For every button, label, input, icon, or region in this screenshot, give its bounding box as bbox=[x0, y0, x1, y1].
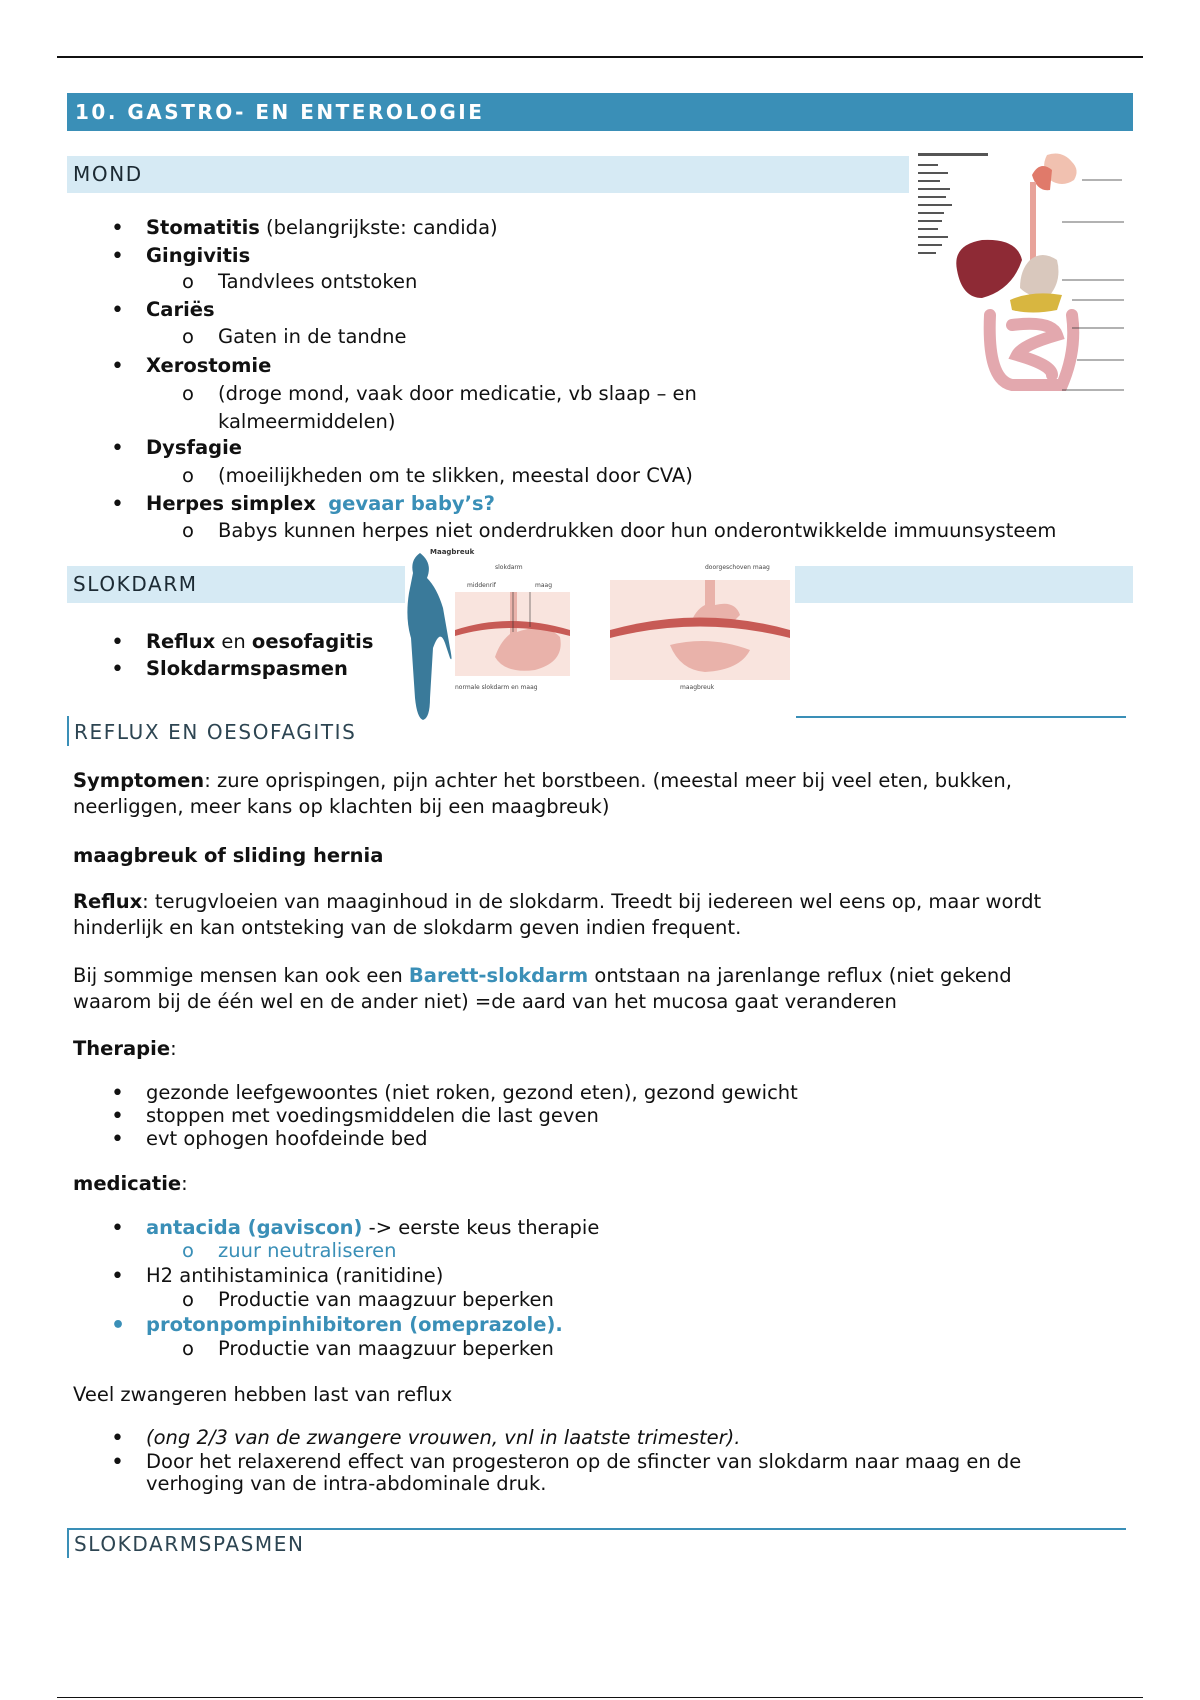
symptomen-paragraph: Symptomen: zure oprispingen, pijn achter het borstbeen. (meestal meer bij veel eten, bukken, neerliggen, meer kans op klachten bij een maagbreuk) bbox=[73, 769, 1012, 818]
sub-item-dysfagie: o (moeilijkheden om te slikken, meestal door CVA) bbox=[218, 464, 693, 487]
maagbreuk-title: Maagbreuk bbox=[430, 548, 475, 556]
therapie-item: • stoppen met voedingsmiddelen die last geven bbox=[146, 1104, 599, 1127]
label-maag: maag bbox=[535, 582, 553, 589]
medicatie-heading: medicatie: bbox=[73, 1172, 188, 1195]
section-reflux-heading: REFLUX EN OESOFAGITIS bbox=[67, 716, 356, 746]
barett-term: Barett-slokdarm bbox=[408, 964, 589, 987]
zwanger-item-cont: verhoging van de intra-abdominale druk. bbox=[146, 1472, 547, 1495]
top-rule bbox=[57, 56, 1143, 58]
label-doorgeschoven: doorgeschoven maag bbox=[705, 564, 770, 571]
zwanger-item: • (ong 2/3 van de zwangere vrouwen, vnl in laatste trimester). bbox=[146, 1426, 740, 1449]
list-item-herpes: • Herpes simplex gevaar baby’s? bbox=[146, 492, 495, 515]
list-item-xerostomie: • Xerostomie bbox=[146, 354, 271, 377]
med-item-h2: • H2 antihistaminica (ranitidine) bbox=[146, 1264, 443, 1287]
section-spasmen-heading: SLOKDARMSPASMEN bbox=[67, 1528, 305, 1558]
sub-item-xerostomie: o (droge mond, vaak door medicatie, vb slaap – en bbox=[218, 382, 697, 405]
hernia-stomach-drawing bbox=[610, 580, 790, 680]
barett-paragraph: Bij sommige mensen kan ook een Barett-slokdarm ontstaan na jarenlange reflux (niet gekend waarom bij de één wel en de ander niet) =de aard van het mucosa gaat veranderen bbox=[73, 964, 1012, 1013]
section-mond-heading: MOND bbox=[67, 156, 909, 193]
sub-item-gingivitis: o Tandvlees ontstoken bbox=[218, 270, 417, 293]
med-sub-ppi: o Productie van maagzuur beperken bbox=[218, 1337, 554, 1360]
bottom-rule bbox=[57, 1697, 1143, 1698]
sub-item-herpes: o Babys kunnen herpes niet onderdrukken door hun onderontwikkelde immuunsysteem bbox=[218, 519, 1056, 542]
med-item-antacida: • antacida (gaviscon) -> eerste keus therapie bbox=[146, 1216, 599, 1239]
chapter-title: 10. GASTRO- EN ENTEROLOGIE bbox=[67, 93, 1133, 131]
zwanger-paragraph: Veel zwangeren hebben last van reflux bbox=[73, 1383, 453, 1406]
caption-normaal: normale slokdarm en maag bbox=[455, 684, 538, 691]
therapie-heading: Therapie: bbox=[73, 1037, 177, 1060]
list-item-slokdarmspasmen: • Slokdarmspasmen bbox=[146, 657, 348, 680]
caption-maagbreuk: maagbreuk bbox=[680, 684, 715, 691]
herpes-link[interactable]: gevaar baby’s? bbox=[328, 492, 495, 515]
spasmen-heading-rule bbox=[67, 1528, 1126, 1530]
list-item-reflux: • Reflux en oesofagitis bbox=[146, 630, 373, 653]
med-item-ppi: • protonpompinhibitoren (omeprazole). bbox=[146, 1313, 563, 1336]
list-item-stomatitis: • Stomatitis (belangrijkste: candida) bbox=[146, 216, 498, 239]
maagbreuk-figure bbox=[405, 548, 795, 728]
normal-stomach-drawing bbox=[455, 592, 570, 676]
list-item-dysfagie: • Dysfagie bbox=[146, 436, 242, 459]
med-sub-h2: o Productie van maagzuur beperken bbox=[218, 1288, 554, 1311]
label-middenrif: middenrif bbox=[467, 582, 496, 589]
reflux-paragraph: Reflux: terugvloeien van maaginhoud in de slokdarm. Treedt bij iedereen wel eens op, maar wordt hinderlijk en kan ontsteking van de slokdarm geven indien frequent. bbox=[73, 890, 1042, 939]
maagbreuk-heading: maagbreuk of sliding hernia bbox=[73, 844, 384, 867]
label-slokdarm: slokdarm bbox=[495, 564, 523, 571]
list-item-gingivitis: • Gingivitis bbox=[146, 244, 250, 267]
therapie-item: • evt ophogen hoofdeinde bed bbox=[146, 1127, 427, 1150]
therapie-item: • gezonde leefgewoontes (niet roken, gezond eten), gezond gewicht bbox=[146, 1081, 798, 1104]
digestive-system-figure bbox=[912, 150, 1140, 415]
sub-item-xerostomie-cont: kalmeermiddelen) bbox=[218, 410, 396, 433]
zwanger-item: • Door het relaxerend effect van progesteron op de sfincter van slokdarm naar maag en de bbox=[146, 1450, 1021, 1473]
sub-item-caries: o Gaten in de tandne bbox=[218, 325, 407, 348]
reflux-heading-rule bbox=[796, 716, 1126, 718]
section-slokdarm-heading: SLOKDARM bbox=[67, 566, 1133, 603]
med-sub-antacida: o zuur neutraliseren bbox=[218, 1239, 396, 1262]
list-item-caries: • Cariës bbox=[146, 298, 215, 321]
